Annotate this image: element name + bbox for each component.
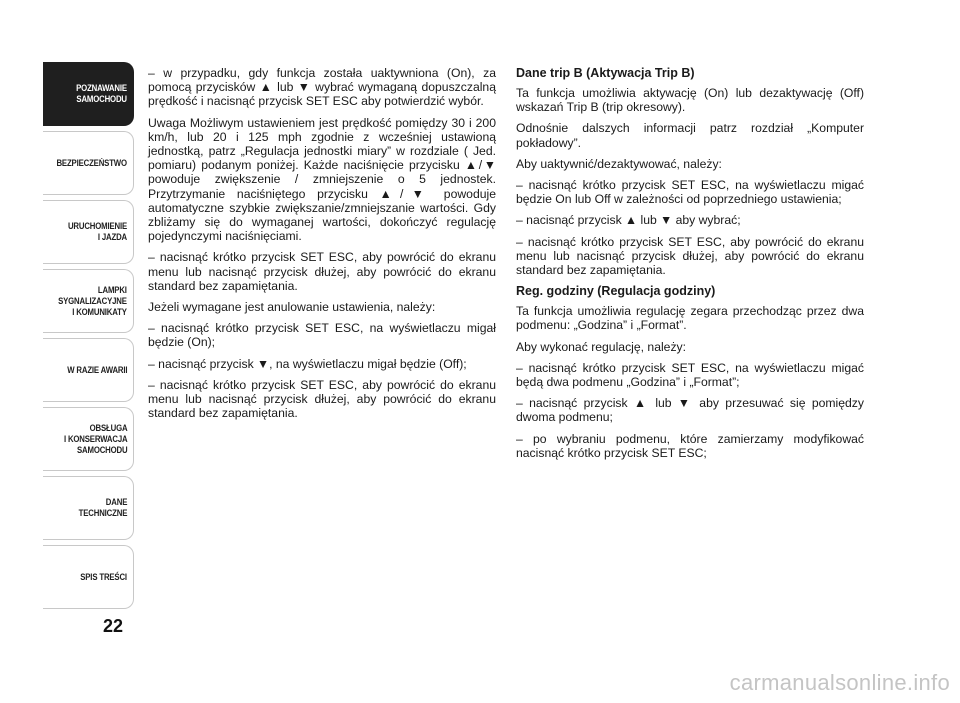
section-heading-trip-b: Dane trip B (Aktywacja Trip B) — [516, 66, 695, 80]
page-number: 22 — [102, 616, 124, 636]
tab-spis-tresci[interactable] — [43, 545, 134, 609]
tab-lampki-sygnalizacyjne[interactable] — [43, 269, 134, 333]
paragraph: Odnośnie dalszych informacji patrz rozdział „Komputer pokładowy”. — [516, 121, 864, 150]
tab-label: URUCHOMIENIE I JAZDA — [67, 221, 127, 243]
tab-uruchomienie-i-jazda[interactable] — [43, 200, 134, 264]
paragraph: – nacisnąć krótko przycisk SET ESC, aby powrócić do ekranu menu lub nacisnąć przycisk dłużej, aby powrócić do ekranu standard bez zapamiętania. — [516, 234, 864, 278]
tab-label: POZNAWANIE SAMOCHODU — [76, 83, 127, 105]
tab-label: DANE TECHNICZNE — [78, 497, 127, 519]
paragraph: Aby uaktywnić/dezaktywować, należy: — [516, 156, 722, 171]
paragraph: – nacisnąć przycisk ▲ lub ▼ aby wybrać; — [516, 213, 741, 228]
paragraph: Jeżeli wymagane jest anulowanie ustawienia, należy: — [148, 300, 436, 315]
paragraph: Ta funkcja umożliwia aktywację (On) lub dezaktywację (Off) wskazań Trip B (trip okresowy). — [516, 86, 864, 115]
tab-dane-techniczne[interactable] — [43, 476, 134, 540]
paragraph: Ta funkcja umożliwia regulację zegara przechodząc przez dwa podmenu: „Godzina” i „Format”. — [516, 304, 864, 333]
tab-label: SPIS TREŚCI — [80, 571, 127, 583]
paragraph: – w przypadku, gdy funkcja została uaktywniona (On), za pomocą przycisków ▲ lub ▼ wybrać wymaganą dopuszczalną prędkość i nacisnąć przycisk SET ESC aby potwierdzić wybór. — [148, 66, 496, 109]
right-column — [516, 66, 864, 467]
section-heading-reg-godziny: Reg. godziny (Regulacja godziny) — [516, 284, 716, 299]
paragraph: Uwaga Możliwym ustawieniem jest prędkość pomiędzy 30 i 200 km/h, lub 20 i 125 mph zgodnie z wcześniej ustawioną jednostką, patrz „Regulacja jednostki miary” w rozdziale ( Jed. pomiaru) podanym poniżej. Każde naciśnięcie przycisku ▲/▼ powoduje zwiększenie / zmniejszenie o 5 jednostek. Przytrzymanie naciśniętego przycisku ▲/▼ powoduje automatyczne szybkie zwiększanie/zmniejszanie wartości. Gdy zbliżamy się do wymaganej wartości, dokończyć regulację pojedynczymi naciśnięciami. — [148, 115, 496, 244]
tab-label: OBSŁUGA I KONSERWACJA SAMOCHODU — [63, 422, 127, 456]
tab-label: LAMPKI SYGNALIZACYJNE I KOMUNIKATY — [58, 284, 127, 318]
tab-label: W RAZIE AWARII — [66, 364, 127, 376]
paragraph: – nacisnąć krótko przycisk SET ESC, aby powrócić do ekranu menu lub nacisnąć przycisk dłużej, aby powrócić do ekranu standard bez zapamiętania. — [148, 377, 496, 421]
tab-poznawanie-samochodu[interactable] — [43, 62, 134, 126]
paragraph: – po wybraniu podmenu, które zamierzamy modyfikować nacisnąć krótko przycisk SET ESC; — [516, 431, 864, 460]
paragraph: – nacisnąć krótko przycisk SET ESC, aby powrócić do ekranu menu lub nacisnąć przycisk dłużej, aby powrócić do ekranu standard bez zapamiętania. — [148, 250, 496, 293]
chapter-tabs — [43, 62, 134, 614]
paragraph: – nacisnąć krótko przycisk SET ESC, na wyświetlaczu migał będzie (On); — [148, 321, 496, 350]
paragraph: – nacisnąć krótko przycisk SET ESC, na wyświetlaczu migać będzie On lub Off w zależności od poprzedniego ustawienia; — [516, 178, 864, 207]
paragraph: – nacisnąć krótko przycisk SET ESC, na wyświetlaczu migać będą dwa podmenu „Godzina” i „Format”; — [516, 360, 864, 390]
paragraph: – nacisnąć przycisk ▲ lub ▼ aby przesuwać się pomiędzy dwoma podmenu; — [516, 396, 864, 425]
watermark: carmanualsonline.info — [729, 670, 950, 695]
paragraph: Aby wykonać regulację, należy: — [516, 339, 687, 354]
tab-bezpieczenstwo[interactable] — [43, 131, 134, 195]
tab-obsluga-i-konserwacja[interactable] — [43, 407, 134, 471]
paragraph: – nacisnąć przycisk ▼, na wyświetlaczu migał będzie (Off); — [148, 356, 467, 371]
left-column — [148, 66, 496, 427]
tab-w-razie-awarii[interactable] — [43, 338, 134, 402]
tab-label: BEZPIECZEŃSTWO — [56, 157, 127, 169]
